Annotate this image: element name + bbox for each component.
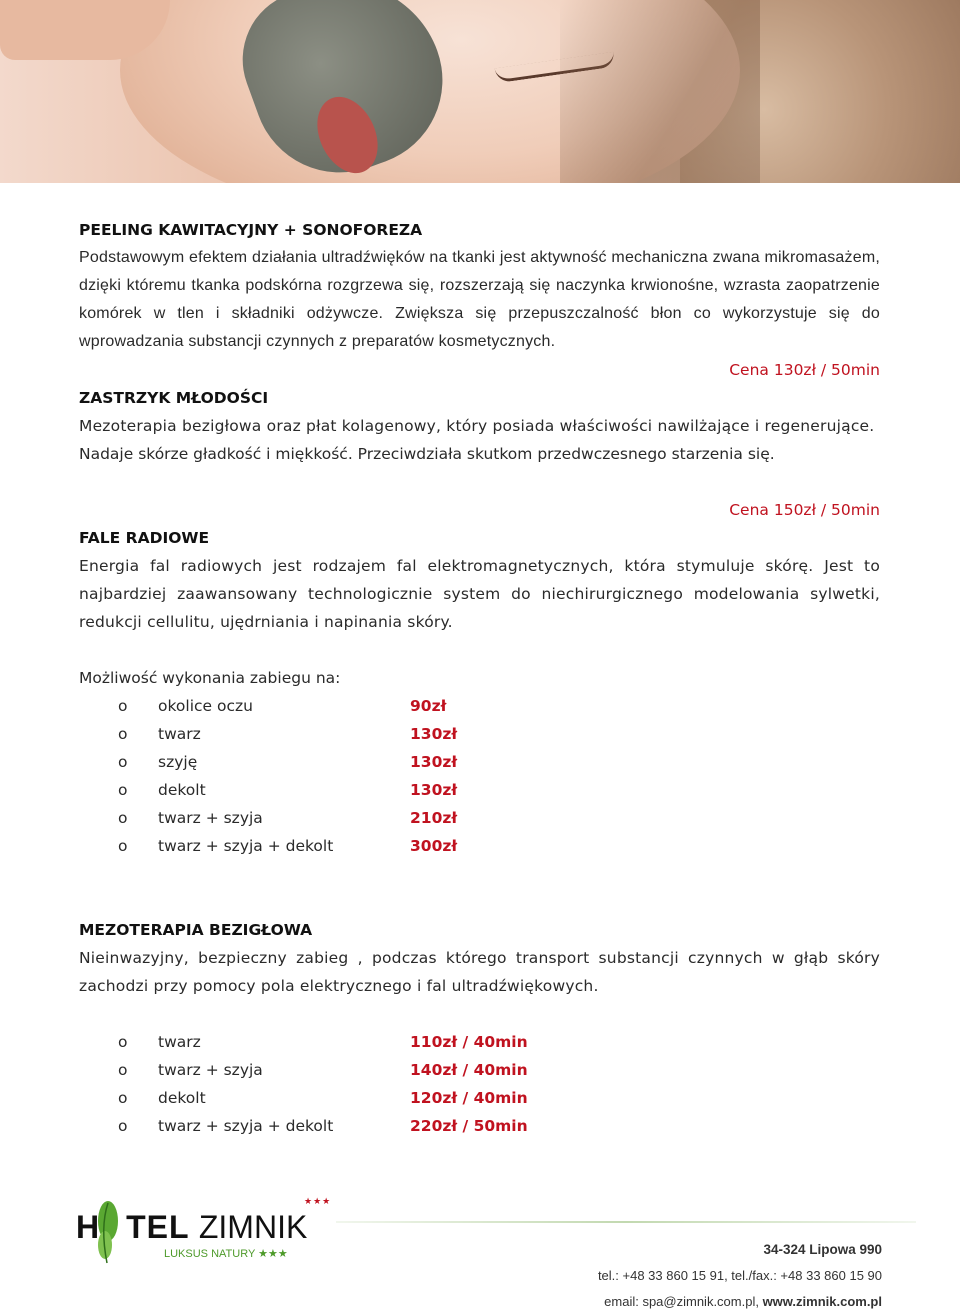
list-item: [79, 1084, 880, 1112]
item-label: dekolt: [158, 781, 206, 799]
bullet-marker: o: [118, 753, 128, 771]
section-title: PEELING KAWITACYJNY + SONOFOREZA: [79, 221, 423, 239]
treatment-list: [79, 692, 880, 860]
item-label: twarz: [158, 1033, 201, 1051]
bullet-marker: o: [118, 781, 128, 799]
item-price: 120zł / 40min: [410, 1089, 528, 1107]
list-item: [79, 748, 880, 776]
item-price: 220zł / 50min: [410, 1117, 528, 1135]
bullet-marker: o: [118, 697, 128, 715]
hero-hair: [560, 0, 760, 183]
section-description: Nieinwazyjny, bezpieczny zabieg , podczas którego transport substancji czynnych w głąb skóry zachodzi przy pomocy pola elektrycznego i fal ultradźwiękowych.: [79, 949, 880, 995]
item-label: twarz + szyja: [158, 1061, 263, 1079]
item-price: 130zł: [410, 781, 458, 799]
item-label: twarz + szyja: [158, 809, 263, 827]
section-price: Cena 150zł / 50min: [729, 501, 880, 519]
email-web: [598, 1289, 882, 1315]
logo-wordmark: [76, 1209, 307, 1246]
list-item: [79, 692, 880, 720]
item-label: dekolt: [158, 1089, 206, 1107]
section-title: ZASTRZYK MŁODOŚCI: [79, 389, 269, 407]
price-list-content: [79, 216, 880, 1140]
section-mezoterapia: [79, 916, 880, 1140]
options-label: Możliwość wykonania zabiegu na:: [79, 669, 341, 687]
section-price: Cena 130zł / 50min: [729, 361, 880, 379]
item-label: twarz + szyja + dekolt: [158, 1117, 334, 1135]
logo-word-tel: TEL: [126, 1209, 189, 1245]
bullet-marker: o: [118, 725, 128, 743]
section-zastrzyk: [79, 384, 880, 524]
item-label: twarz: [158, 725, 201, 743]
footer-divider: [336, 1221, 916, 1223]
list-item: [79, 804, 880, 832]
logo-word-zimnik: ZIMNIK: [198, 1209, 308, 1245]
footer: [0, 1185, 960, 1309]
treatment-list: [79, 1028, 880, 1140]
item-price: 130zł: [410, 725, 458, 743]
list-item: [79, 1112, 880, 1140]
item-price: 210zł: [410, 809, 458, 827]
item-price: 130zł: [410, 753, 458, 771]
item-label: twarz + szyja + dekolt: [158, 837, 334, 855]
section-description: Mezoterapia bezigłowa oraz płat kolagenowy, który posiada właściwości nawilżające i regenerujące.: [79, 417, 875, 435]
item-label: szyję: [158, 753, 198, 771]
section-description-2: Nadaje skórze gładkość i miękkość. Przeciwdziała skutkom przedwczesnego starzenia się.: [79, 445, 775, 463]
section-peeling: [79, 216, 880, 384]
item-price: 300zł: [410, 837, 458, 855]
section-description: Podstawowym efektem działania ultradźwięków na tkanki jest aktywność mechaniczna zwana mikromasażem, dzięki któremu tkanka podskórna rozgrzewa się, rozszerzają się naczynka krwionośne, wzrasta zaopatrzenie komórek w tlen i składniki odżywcze. Zwiększa się przepuszczalność błon co wykorzystuje się do wprowadzania substancji czynnych z preparatów kosmetycznych.: [79, 249, 880, 350]
contact-info: [598, 1237, 882, 1315]
bullet-marker: o: [118, 837, 128, 855]
list-item: [79, 1028, 880, 1056]
item-price: 140zł / 40min: [410, 1061, 528, 1079]
bullet-marker: o: [118, 1061, 128, 1079]
item-price: 90zł: [410, 697, 447, 715]
bullet-marker: o: [118, 1033, 128, 1051]
hero-photo: [0, 0, 960, 183]
list-item: [79, 776, 880, 804]
section-title: MEZOTERAPIA BEZIGŁOWA: [79, 921, 313, 939]
logo-stars: ★★★: [304, 1197, 332, 1207]
bullet-marker: o: [118, 1117, 128, 1135]
address: 34-324 Lipowa 990: [763, 1242, 882, 1257]
section-fale: [79, 524, 880, 860]
email: email: spa@zimnik.com.pl,: [604, 1294, 763, 1309]
list-item: [79, 720, 880, 748]
hotel-logo: [76, 1197, 336, 1267]
list-item: [79, 832, 880, 860]
item-price: 110zł / 40min: [410, 1033, 528, 1051]
logo-letter-h: H: [76, 1209, 101, 1245]
logo-tagline: LUKSUS NATURY ★★★: [164, 1248, 288, 1260]
website-link[interactable]: www.zimnik.com.pl: [762, 1294, 882, 1309]
bullet-marker: o: [118, 809, 128, 827]
section-description: Energia fal radiowych jest rodzajem fal elektromagnetycznych, która stymuluje skórę. Jest to najbardziej zaawansowany technologicznie system do niechirurgicznego modelowania sylwetki, redukcji cellulitu, ujędrniania i napinania skóry.: [79, 557, 880, 631]
section-title: FALE RADIOWE: [79, 529, 210, 547]
bullet-marker: o: [118, 1089, 128, 1107]
phone: tel.: +48 33 860 15 91, tel./fax.: +48 33 860 15 90: [597, 1268, 882, 1283]
list-item: [79, 1056, 880, 1084]
item-label: okolice oczu: [158, 697, 253, 715]
